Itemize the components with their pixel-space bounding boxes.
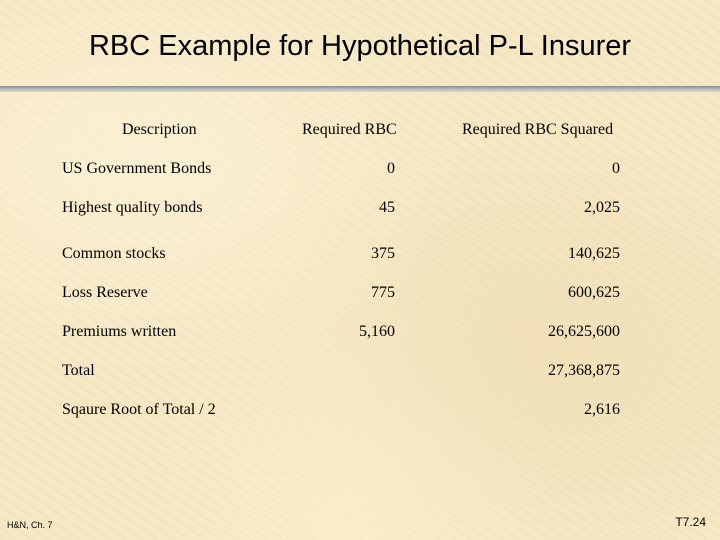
row-loss-reserve-description: Loss Reserve (62, 284, 148, 301)
row-total-description: Total (62, 362, 95, 379)
row-sqrt-total-description: Sqaure Root of Total / 2 (62, 401, 216, 418)
row-sqrt-total-rbc-squared: 2,616 (584, 401, 620, 418)
row-common-stocks-description: Common stocks (62, 245, 166, 262)
row-loss-reserve-rbc: 775 (371, 284, 395, 301)
row-highest-quality-bonds-rbc: 45 (379, 199, 395, 216)
row-common-stocks-rbc: 375 (371, 245, 395, 262)
row-highest-quality-bonds-rbc-squared: 2,025 (584, 199, 620, 216)
row-us-gov-bonds-description: US Government Bonds (62, 160, 212, 177)
row-loss-reserve-rbc-squared: 600,625 (568, 284, 620, 301)
header-description: Description (122, 121, 197, 138)
row-premiums-written-description: Premiums written (62, 323, 177, 340)
row-premiums-written-rbc-squared: 26,625,600 (548, 323, 620, 340)
row-us-gov-bonds-rbc-squared: 0 (612, 160, 620, 177)
row-us-gov-bonds-rbc: 0 (387, 160, 395, 177)
row-common-stocks-rbc-squared: 140,625 (568, 245, 620, 262)
header-required-rbc: Required RBC (302, 121, 397, 138)
row-highest-quality-bonds-description: Highest quality bonds (62, 199, 203, 216)
slide-title: RBC Example for Hypothetical P-L Insurer (88, 30, 632, 62)
footer-source: H&N, Ch. 7 (7, 520, 53, 530)
header-required-rbc-squared: Required RBC Squared (462, 121, 614, 138)
row-premiums-written-rbc: 5,160 (359, 323, 395, 340)
slide-number: T7.24 (675, 515, 706, 529)
row-total-rbc-squared: 27,368,875 (548, 362, 620, 379)
